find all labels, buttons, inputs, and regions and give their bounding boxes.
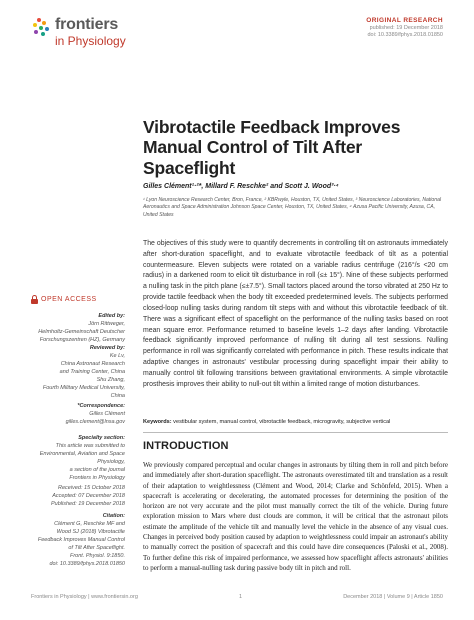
frontiers-dots-icon — [31, 17, 51, 47]
citation-line: Front. Physiol. 9:1850. — [69, 552, 125, 559]
reviewer-line: Ke Lv, — [109, 352, 125, 359]
specialty-line: Frontiers in Physiology — [69, 474, 125, 481]
correspondence-email[interactable]: gilles.clement@lnsa.gov — [65, 418, 125, 425]
editor-line: Forschungszentren (HZ), Germany — [39, 336, 125, 343]
reviewer-line: China — [110, 392, 125, 399]
article-dates — [20, 485, 125, 509]
edited-by — [20, 313, 125, 345]
published-date-side: Published: 19 December 2018 — [51, 500, 125, 507]
keywords-label: Keywords: — [143, 419, 172, 425]
citation-line: Wood SJ (2018) Vibrotactile — [56, 528, 125, 535]
logo-journal: in Physiology — [55, 34, 126, 48]
reviewer-line: and Training Center, China — [59, 368, 125, 375]
reviewer-line: Fourth Military Medical University, — [42, 384, 125, 391]
frontiers-logo[interactable] — [31, 17, 126, 47]
specialty-line: Environmental, Aviation and Space — [39, 450, 125, 457]
citation-label: Citation: — [102, 513, 125, 519]
article-meta — [366, 17, 443, 39]
edited-by-label: Edited by: — [98, 313, 125, 319]
editor-line: Helmholtz-Gemeinschaft Deutscher — [38, 328, 125, 335]
correspondence-label: *Correspondence: — [77, 403, 125, 409]
abstract: The objectives of this study were to quantify decrements in controlling tilt on astronauts immediately after short-duration spaceflight, and to evaluate vibrotactile feedback of tilt as a potential countermeasure. Eleven subjects were rotated on a variable radius centrifuge (216°/s <20 cm radius) in a darkened room to elicit tilt disturbance in roll (≤± 15°). Nine of these subjects performed a nulling task in the pitch plane (≤±7.5°). Small tactors placed around the torso vibrated at 250 Hz to provide tactile feedback when the body tilt exceeded predetermined levels. The subjects performed closed-loop nulling tasks during random tilt steps with and without this vibrotactile feedback of tilt. There was a significant effect of spaceflight on the performance of the nulling tasks based on root mean square error. Performance returned to baseline levels 1–2 days after landing. Vibrotactile feedback significantly improved performance of nulling tilt during all test sessions. Nulling performance in roll was significantly correlated with performance in pitch. These results indicate that adaptive changes in astronauts' vestibular processing during spaceflight impair their ability to manually control tilt following transitions between gravitational environments. A simple vibrotactile prosthesis improves their ability to null-out tilt within a limited range of motion disturbances. — [143, 240, 448, 388]
doi-link[interactable]: doi: 10.3389/fphys.2018.01850 — [367, 32, 443, 38]
intro-text: We previously compared perceptual and ocular changes in astronauts by tilting them in roll and pitch before and immediately after short-duration spaceflight. The astronauts overestimated tilt and translation as a result of their adaptation to weightlessness (Clément and Wood, 2014; Clarke and Schönfeld, 2015). When a spacecraft is accelerating or decelerating, the automated processes for determining the position of the horizon are not very accurate and the pilot must manually correct the tilt of the vehicle. During future exploration mission to Mars where dust clouds are common, it will be critical that the astronaut pilots estimate the amplitude of the vehicle tilt and manually level the vehicle in the absence of any visual cues. Changes in perceived body position caused by adaption to weightlessness could impair an astronaut's ability to manually correct the position of spacecraft and this could have dire consequences (Paloski et al., 2008). To further define this risk of impaired performance, we assessed how spaceflight affects astronauts' abilities to perform a manual-nulling task during passive body tilt in pitch and roll. — [143, 461, 448, 572]
author-list: Gilles Clément¹·²*, Millard F. Reschke² and Scott J. Wood³·⁴ — [143, 183, 339, 190]
keywords — [143, 419, 448, 425]
citation — [20, 513, 125, 569]
open-access-badge — [31, 295, 97, 304]
specialty-label: Specialty section: — [78, 435, 125, 441]
open-access-label: OPEN ACCESS — [41, 296, 97, 303]
open-lock-icon — [31, 295, 38, 304]
page-footer — [31, 594, 443, 600]
correspondence-name: Gilles Clément — [89, 410, 125, 417]
accepted-date: Accepted: 07 December 2018 — [52, 492, 125, 499]
divider — [143, 432, 448, 433]
correspondence — [20, 403, 125, 427]
citation-doi[interactable]: doi: 10.3389/fphys.2018.01850 — [49, 560, 125, 567]
citation-line: Feedback Improves Manual Control — [37, 536, 125, 543]
logo-name: frontiers — [55, 16, 119, 33]
specialty-line: a section of the journal — [69, 466, 125, 473]
citation-line: of Tilt After Spaceflight. — [68, 544, 125, 551]
article-type: ORIGINAL RESEARCH — [366, 17, 443, 24]
reviewed-by — [20, 345, 125, 401]
article-title: Vibrotactile Feedback Improves Manual Control of Tilt After Spaceflight — [143, 117, 401, 178]
editor-line: Jörn Rittweger, — [88, 320, 125, 327]
citation-line: Clément G, Reschke MF and — [54, 520, 125, 527]
affiliations: ¹ Lyon Neuroscience Research Center, Bron, France, ² KBRwyle, Houston, TX, United States, ³ Neuroscience Laboratories, National Aeronautics and Space Administration Johnson Space Center, Houston, TX, United States, ⁴ Azusa Pacific University, Azusa, CA, United States — [143, 197, 442, 218]
footer-issue: December 2018 | Volume 9 | Article 1850 — [343, 594, 443, 600]
specialty-line: Physiology, — [97, 458, 125, 465]
specialty-section — [20, 435, 125, 483]
received-date: Received: 15 October 2018 — [58, 485, 125, 491]
specialty-line: This article was submitted to — [55, 442, 125, 449]
keywords-list: vestibular system, manual control, vibrotactile feedback, microgravity, subjective vertical — [173, 419, 391, 425]
reviewer-line: Shu Zhang, — [96, 376, 125, 383]
published-date: published: 19 December 2018 — [369, 25, 443, 32]
page-number: 1 — [239, 594, 243, 600]
footer-journal-link[interactable]: Frontiers in Physiology | www.frontiersin.org — [31, 594, 138, 600]
intro-heading: INTRODUCTION — [143, 440, 229, 452]
reviewed-by-label: Reviewed by: — [89, 345, 125, 351]
reviewer-line: China Astronaut Research — [60, 360, 125, 367]
